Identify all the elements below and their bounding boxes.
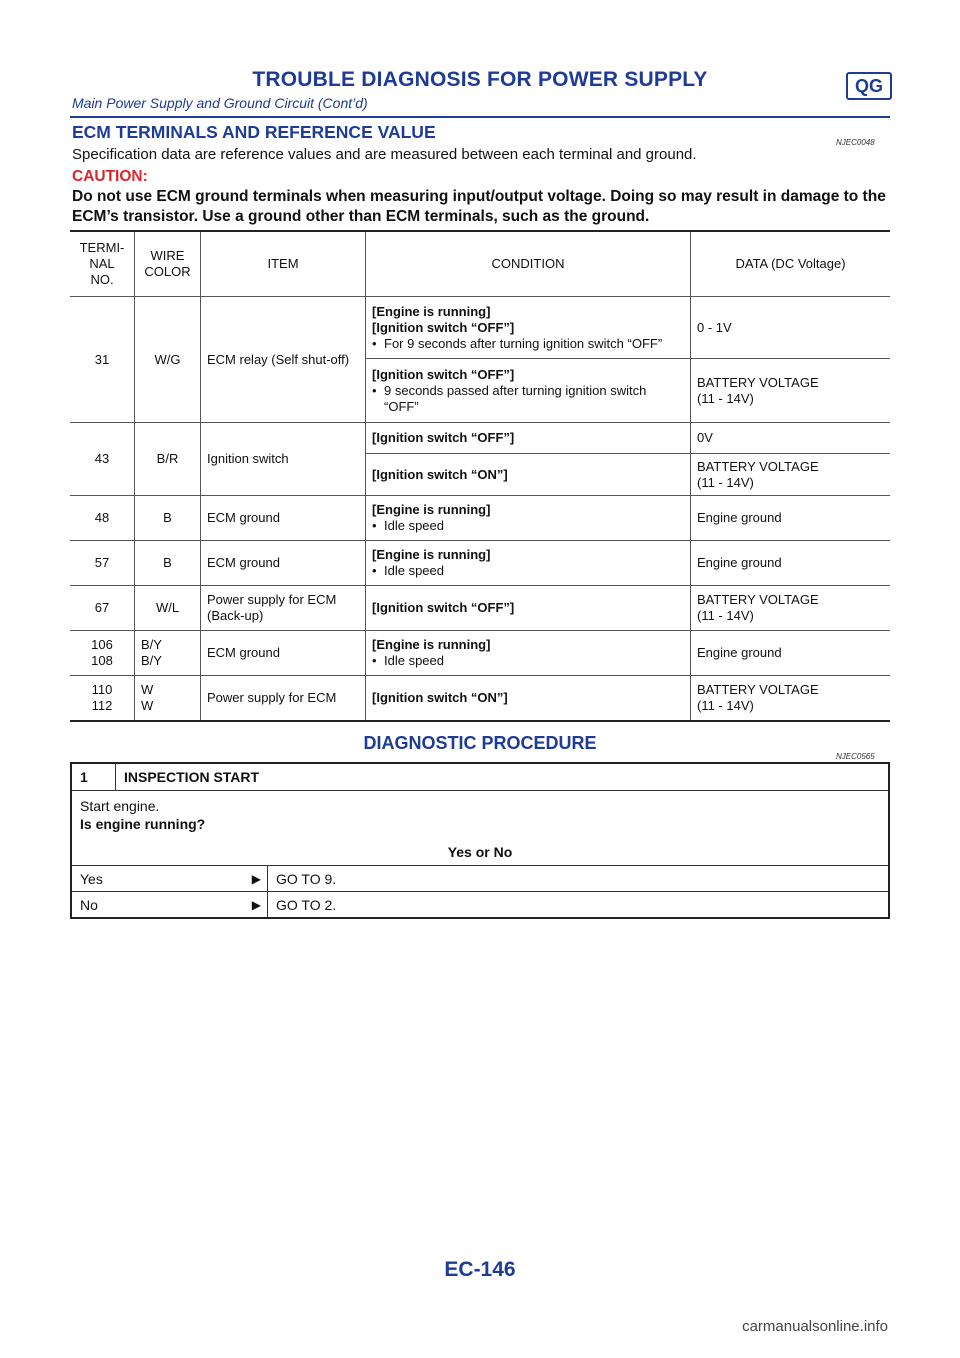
table-row [70, 631, 890, 676]
diagnostic-step-box [70, 762, 890, 919]
page-number: EC-146 [444, 1258, 516, 1281]
table-row [70, 496, 890, 541]
arrow-right-icon: ▶ [251, 897, 261, 912]
terminal-cell: 57 [70, 541, 135, 586]
item-cell: ECM ground [201, 496, 366, 541]
answer-no-label: No [80, 896, 98, 913]
diagnostic-code: NJEC0565 [836, 752, 875, 761]
caution-label: CAUTION: [72, 168, 148, 185]
section-badge: QG [846, 72, 892, 100]
step-number: 1 [72, 764, 116, 790]
data-cell: Engine ground [691, 541, 891, 586]
section-title: ECM TERMINALS AND REFERENCE VALUE [72, 122, 436, 142]
data-cell: Engine ground [691, 496, 891, 541]
item-cell: Power supply for ECM (Back-up) [201, 586, 366, 631]
terminal-cell: 48 [70, 496, 135, 541]
data-cell: BATTERY VOLTAGE (11 - 14V) [691, 359, 891, 423]
data-cell: Engine ground [691, 631, 891, 676]
step-body [72, 791, 888, 866]
item-cell: ECM ground [201, 631, 366, 676]
wire-cell: B/Y B/Y [135, 631, 201, 676]
terminal-cell: 106 108 [70, 631, 135, 676]
bullet-icon: • [372, 518, 377, 533]
bullet-icon: • [372, 563, 377, 578]
header-wire-color: WIRE COLOR [135, 231, 201, 297]
data-cell: BATTERY VOLTAGE (11 - 14V) [691, 454, 891, 496]
answer-row-no [72, 892, 888, 917]
bullet-icon: • [372, 335, 377, 351]
page-header-title: TROUBLE DIAGNOSIS FOR POWER SUPPLY [252, 68, 708, 91]
wire-cell: W/G [135, 297, 201, 423]
condition-cell: [Engine is running] • Idle speed [366, 541, 691, 586]
condition-cell: [Ignition switch “OFF”] • 9 seconds passed after turning ignition switch “OFF” [366, 359, 691, 423]
data-cell: BATTERY VOLTAGE (11 - 14V) [691, 586, 891, 631]
section-code: NJEC0048 [836, 138, 875, 147]
header-item: ITEM [201, 231, 366, 297]
condition-cell: [Ignition switch “OFF”] [366, 586, 691, 631]
answer-no-action: GO TO 2. [276, 896, 337, 913]
spec-note: Specification data are reference values and are measured between each terminal and ground. [72, 146, 697, 163]
header-condition: CONDITION [366, 231, 691, 297]
item-cell: Power supply for ECM [201, 676, 366, 721]
item-cell: ECM relay (Self shut-off) [201, 297, 366, 423]
wire-cell: B [135, 496, 201, 541]
wire-cell: B/R [135, 423, 201, 496]
item-cell: Ignition switch [201, 423, 366, 496]
caution-text: Do not use ECM ground terminals when measuring input/output voltage. Doing so may result in damage to the ECM’s transistor. Use a ground other than ECM terminals, such as the ground. [72, 188, 886, 225]
table-header-row [70, 231, 890, 297]
bullet-icon: • [372, 653, 377, 668]
terminal-cell: 43 [70, 423, 135, 496]
item-cell: ECM ground [201, 541, 366, 586]
arrow-right-icon: ▶ [251, 871, 261, 886]
condition-cell: [Ignition switch “OFF”] [366, 423, 691, 454]
data-cell: BATTERY VOLTAGE (11 - 14V) [691, 676, 891, 721]
wire-cell: W/L [135, 586, 201, 631]
condition-cell: [Engine is running] [Ignition switch “OFF”] • For 9 seconds after turning ignition switch “OFF” [366, 297, 691, 359]
answer-row-yes [72, 866, 888, 892]
table-row [70, 297, 890, 359]
table-row [70, 586, 890, 631]
ecm-terminal-table [70, 230, 890, 722]
condition-cell: [Engine is running] • Idle speed [366, 631, 691, 676]
answer-yes-label: Yes [80, 870, 103, 887]
condition-cell: [Ignition switch “ON”] [366, 454, 691, 496]
page-header-subtitle: Main Power Supply and Ground Circuit (Cont’d) [72, 95, 368, 111]
condition-cell: [Ignition switch “ON”] [366, 676, 691, 721]
watermark: carmanualsonline.info [742, 1318, 888, 1335]
yes-or-no-label: Yes or No [447, 844, 513, 860]
terminal-cell: 67 [70, 586, 135, 631]
condition-cell: [Engine is running] • Idle speed [366, 496, 691, 541]
header-data: DATA (DC Voltage) [691, 231, 891, 297]
step-instruction: Start engine. [80, 798, 160, 814]
header-divider [70, 116, 890, 118]
step-title: INSPECTION START [124, 769, 260, 785]
header-terminal: TERMI- NAL NO. [70, 231, 135, 297]
answer-yes-action: GO TO 9. [276, 870, 337, 887]
table-row [70, 541, 890, 586]
data-cell: 0 - 1V [691, 297, 891, 359]
wire-cell: W W [135, 676, 201, 721]
table-row [70, 676, 890, 721]
data-cell: 0V [691, 423, 891, 454]
terminal-cell: 110 112 [70, 676, 135, 721]
diagnostic-title: DIAGNOSTIC PROCEDURE [363, 733, 597, 753]
terminal-cell: 31 [70, 297, 135, 423]
wire-cell: B [135, 541, 201, 586]
step-question: Is engine running? [80, 816, 206, 832]
bullet-icon: • [372, 382, 377, 398]
table-row [70, 423, 890, 454]
step-header [72, 764, 888, 791]
